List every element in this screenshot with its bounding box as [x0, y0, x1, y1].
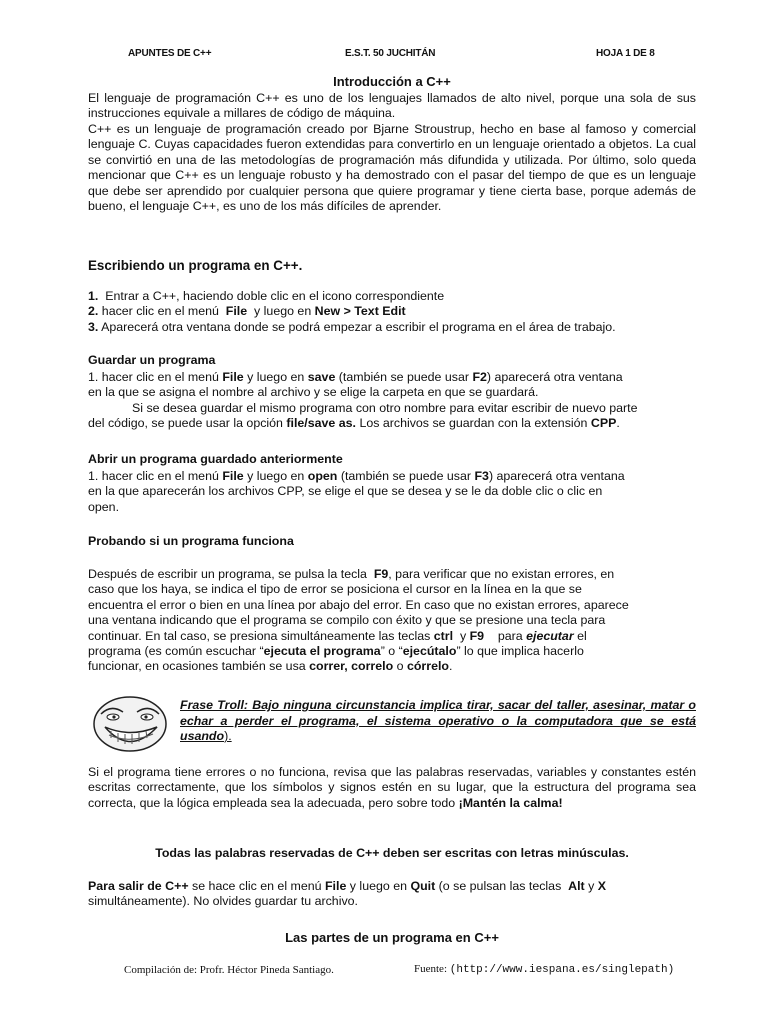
intro-title: Introducción a C++: [333, 74, 451, 89]
section-guardar-title: Guardar un programa: [88, 353, 216, 367]
errores-paragraph: Si el programa tiene errores o no funciona, revisa que las palabras reservadas, variables y constantes estén escritas correctamente, que los símbolos y signos estén en su lugar, que la estructura del programa sea correcta, que la lógica empleada sea la adecuada, pero sobre todo ¡Mantén la calma!: [88, 765, 696, 810]
intro-paragraph-1: El lenguaje de programación C++ es uno de los lenguajes llamados de alto nivel, porque una sola de sus instrucciones equivale a millares de código de máquina.: [88, 91, 696, 121]
guardar-paragraph: 1. hacer clic en el menú File y luego en save (también se puede usar F2) aparecerá otra ventana en la que se asigna el nombre al archivo y se elige la carpeta en que se guardará. Si se desea guardar el mismo programa con otro nombre para evitar escribir de nuevo parte del código, se puede usar la opción file/save as. Los archivos se guardan con la extensión CPP.: [88, 370, 638, 431]
abrir-paragraph: 1. hacer clic en el menú File y luego en open (también se puede usar F3) aparecerá otra ventana en la que aparecerán los archivos CPP, se elige el que se desea y se le da doble clic o clic en open.: [88, 469, 625, 514]
salir-paragraph: Para salir de C++ se hace clic en el menú File y luego en Quit (o se pulsan las teclas Alt y X simultáneamente). No olvides guardar tu archivo.: [88, 879, 607, 909]
intro-paragraph-2: C++ es un lenguaje de programación creado por Bjarne Stroustrup, hecho en base al famoso y comercial lenguaje C. Cuyas capacidades fueron extendidas para convertirlo en un lenguaje orientado a objetos. La cual se convirtió en una de las metodologías de programación más difundida y utilizada. Por último, solo queda mencionar que C++ es un lenguaje robusto y ha demostrado con el pasar del tiempo de que es un lenguaje que debe ser aprendido por cualquier persona que quiere programar y tiene cierta base, porque además de bueno, el lenguaje C++, es uno de los más difíciles de aprender.: [88, 122, 696, 214]
step-1: 1. Entrar a C++, haciendo doble clic en el icono correspondiente: [88, 289, 445, 303]
partes-title: Las partes de un programa en C++: [285, 930, 499, 945]
header-center: E.S.T. 50 JUCHITÁN: [345, 48, 436, 59]
footer-compilacion: Compilación de: Profr. Héctor Pineda Santiago.: [124, 964, 334, 976]
probando-paragraph: Después de escribir un programa, se pulsa la tecla F9, para verificar que no existan errores, en caso que los haya, se indica el tipo de error se posiciona el cursor en la línea en la que se encuentra el error o bien en una línea por abajo del error. En caso que no existan errores, aparece una ventana indicando que el programa se compilo con éxito y que se presione una tecla para continuar. En tal caso, se presiona simultáneamente las teclas ctrl y F9 para ejecutar el programa (es común escuchar “ejecuta el programa” o “ejecútalo” lo que implica hacerlo funcionar, en ocasiones también se usa correr, correlo o córrelo.: [88, 567, 629, 674]
section-abrir-title: Abrir un programa guardado anteriormente: [88, 452, 343, 466]
footer-fuente: Fuente: (http://www.iespana.es/singlepath): [414, 963, 675, 976]
header-left: APUNTES DE C++: [128, 48, 212, 59]
troll-phrase: Frase Troll: Bajo ninguna circunstancia implica tirar, sacar del taller, asesinar, matar o echar a perder el programa, el sistema operativo o la computadora que se está usando).: [180, 698, 696, 744]
header-right: HOJA 1 DE 8: [596, 48, 655, 59]
step-2: 2. hacer clic en el menú File y luego en New > Text Edit: [88, 304, 406, 319]
section-escribiendo-title: Escribiendo un programa en C++.: [88, 258, 303, 273]
step-3: 3. Aparecerá otra ventana donde se podrá empezar a escribir el programa en el área de trabajo.: [88, 319, 616, 334]
section-probando-title: Probando si un programa funciona: [88, 534, 294, 548]
troll-face-image: [91, 694, 169, 754]
escribiendo-steps: [88, 289, 696, 335]
reservadas-note: Todas las palabras reservadas de C++ deben ser escritas con letras minúsculas.: [155, 846, 629, 860]
